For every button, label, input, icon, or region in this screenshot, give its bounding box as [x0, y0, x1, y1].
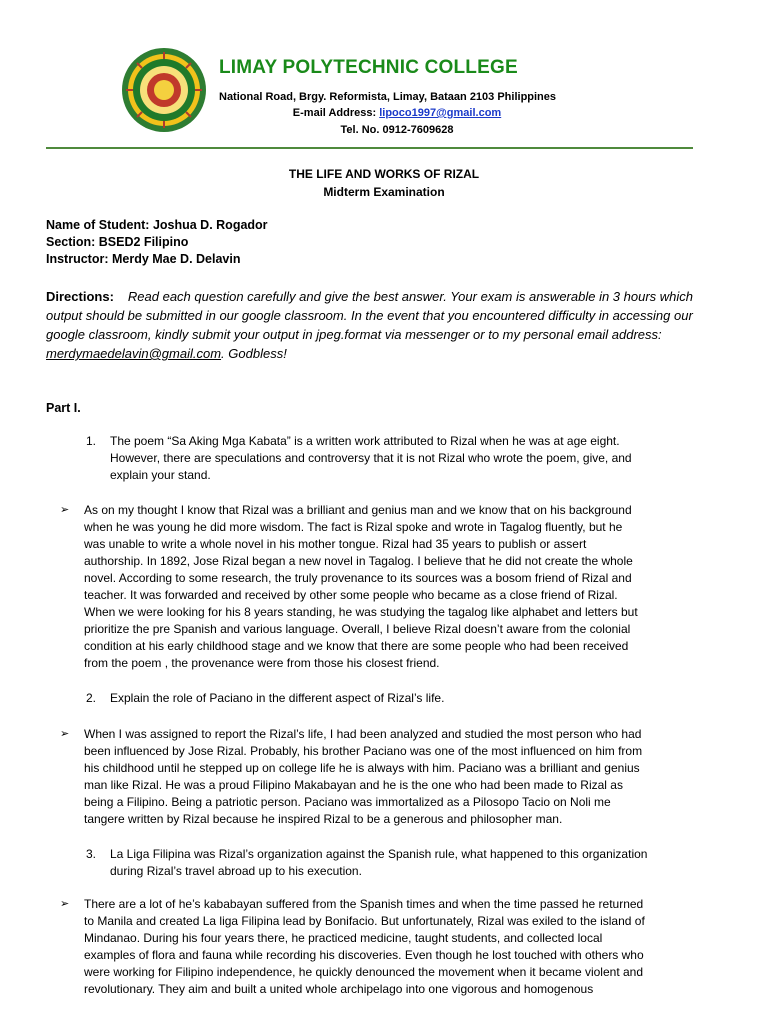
answer-line: been influenced by Jose Rizal. Probably, his brother Paciano was one of the most influenced on him from: [84, 744, 643, 758]
directions: [46, 287, 716, 363]
part-heading: Part I.: [46, 401, 81, 415]
answer-line: authorship. In 1892, Jose Rizal began a new novel in Tagalog. I believe that he did not create the whole: [84, 554, 633, 568]
header-divider: [46, 147, 693, 149]
question-number: 1.: [86, 434, 97, 448]
arrow-bullet-icon: ➢: [60, 504, 70, 516]
answer-line: prioritize the pre Spanish and various language. Overall, I believe Rizal doesn’t aware from the colonial: [84, 622, 631, 636]
question-line: explain your stand.: [110, 468, 211, 482]
answer-line: When we were looking for his 8 years standing, he was studying the tagalog like alphabet and letters but: [84, 605, 638, 619]
directions-label: Directions:: [46, 289, 114, 304]
college-email-line: [0, 107, 768, 119]
student-info: [46, 217, 268, 268]
college-name: LIMAY POLYTECHNIC COLLEGE: [219, 57, 518, 78]
answer-line: when he was young he did more wisdom. The fact is Rizal spoke and wrote in Tagalog fluently, but he: [84, 520, 623, 534]
answer-line: was unable to write a whole novel in his mother tongue. Rizal had 35 years to publish or assert: [84, 537, 587, 551]
answer-line: As on my thought I know that Rizal was a brilliant and genius man and we know that on his background: [84, 503, 632, 517]
answer-line: When I was assigned to report the Rizal’s life, I had been analyzed and studied the most person who had: [84, 727, 642, 741]
question-line: However, there are speculations and controversy that it is not Rizal who wrote the poem, give, and: [110, 451, 632, 465]
answer-line: man like Rizal. He was a proud Filipino Makabayan and he is the one who had been made to Rizal as: [84, 778, 623, 792]
answer-line: to Manila and created La liga Filipina lead by Bonifacio. But unfortunately, Rizal was exiled to the island of: [84, 914, 645, 928]
college-tel: Tel. No. 0912-7609628: [340, 124, 454, 136]
answer-line: revolutionary. They aim and built a united whole archipelago into one vigorous and homogenous: [84, 982, 594, 996]
answer-3: [60, 896, 732, 998]
question-line: The poem “Sa Aking Mga Kabata” is a written work attributed to Rizal when he was at age eight.: [110, 434, 620, 448]
answer-line: tangere written by Rizal because he inspired Rizal to be a generous and philosopher man.: [84, 812, 563, 826]
question-line: La Liga Filipina was Rizal’s organization against the Spanish rule, what happened to this organization: [110, 847, 648, 861]
answer-line: novel. According to some research, the truly provenance to its sources was a bosom friend of Rizal and: [84, 571, 632, 585]
answer-1: [60, 502, 732, 672]
student-name: Name of Student: Joshua D. Rogador: [46, 218, 268, 232]
question-line: during Rizal’s travel abroad up to his execution.: [110, 864, 362, 878]
instructor-name: Instructor: Merdy Mae D. Delavin: [46, 252, 241, 266]
answer-line: were working for Filipino independence, he quickly denounced the movement when it became violent and: [84, 965, 644, 979]
directions-closing: . Godbless!: [221, 346, 287, 361]
question-line: Explain the role of Paciano in the different aspect of Rizal’s life.: [110, 691, 445, 705]
answer-line: being a Filipino. Being a patriotic person. Paciano was immortalized as a Pilosopo Tacio on Noli me: [84, 795, 611, 809]
question-number: 2.: [86, 691, 97, 705]
answer-line: from the poem , the provenance were from those his closest friend.: [84, 656, 440, 670]
email-label: E-mail Address:: [292, 107, 380, 119]
exam-title-line2: Midterm Examination: [323, 185, 445, 199]
college-email-link[interactable]: lipoco1997@gmail.com: [379, 107, 502, 119]
answer-line: his childhood until he stepped up on college life he is always with him. Paciano was a brilliant and genius: [84, 761, 640, 775]
answer-line: Mindanao. During his four years there, he practiced medicine, taught students, and collected local: [84, 931, 603, 945]
exam-title: [0, 165, 768, 201]
arrow-bullet-icon: ➢: [60, 728, 70, 740]
answer-line: teacher. It was forwarded and received by other some people who became as a close friend of Rizal.: [84, 588, 618, 602]
college-seal-icon: [121, 47, 207, 133]
arrow-bullet-icon: ➢: [60, 898, 70, 910]
directions-text: Read each question carefully and give the best answer. Your exam is answerable in 3 hours which output should be submitted in our google classroom. In the event that you encountered difficulty in accessing our google classroom, kindly submit your output in jpeg.format via messenger or to my personal email address:: [46, 289, 694, 342]
student-section: Section: BSED2 Filipino: [46, 235, 189, 249]
exam-title-line1: THE LIFE AND WORKS OF RIZAL: [288, 167, 480, 181]
answer-2: [60, 726, 732, 828]
college-address: National Road, Brgy. Reformista, Limay, Bataan 2103 Philippines: [219, 91, 557, 103]
answer-line: examples of flora and fauna while recording his discoveries. Even though he lost touched with others who: [84, 948, 644, 962]
instructor-email-link[interactable]: merdymaedelavin@gmail.com: [46, 346, 222, 361]
letterhead: [0, 0, 768, 150]
answer-line: condition at his early childhood stage and we know that there are some people who had been received: [84, 639, 629, 653]
answer-line: There are a lot of he’s kababayan suffered from the Spanish times and when the time passed he returned: [84, 897, 644, 911]
question-number: 3.: [86, 847, 97, 861]
